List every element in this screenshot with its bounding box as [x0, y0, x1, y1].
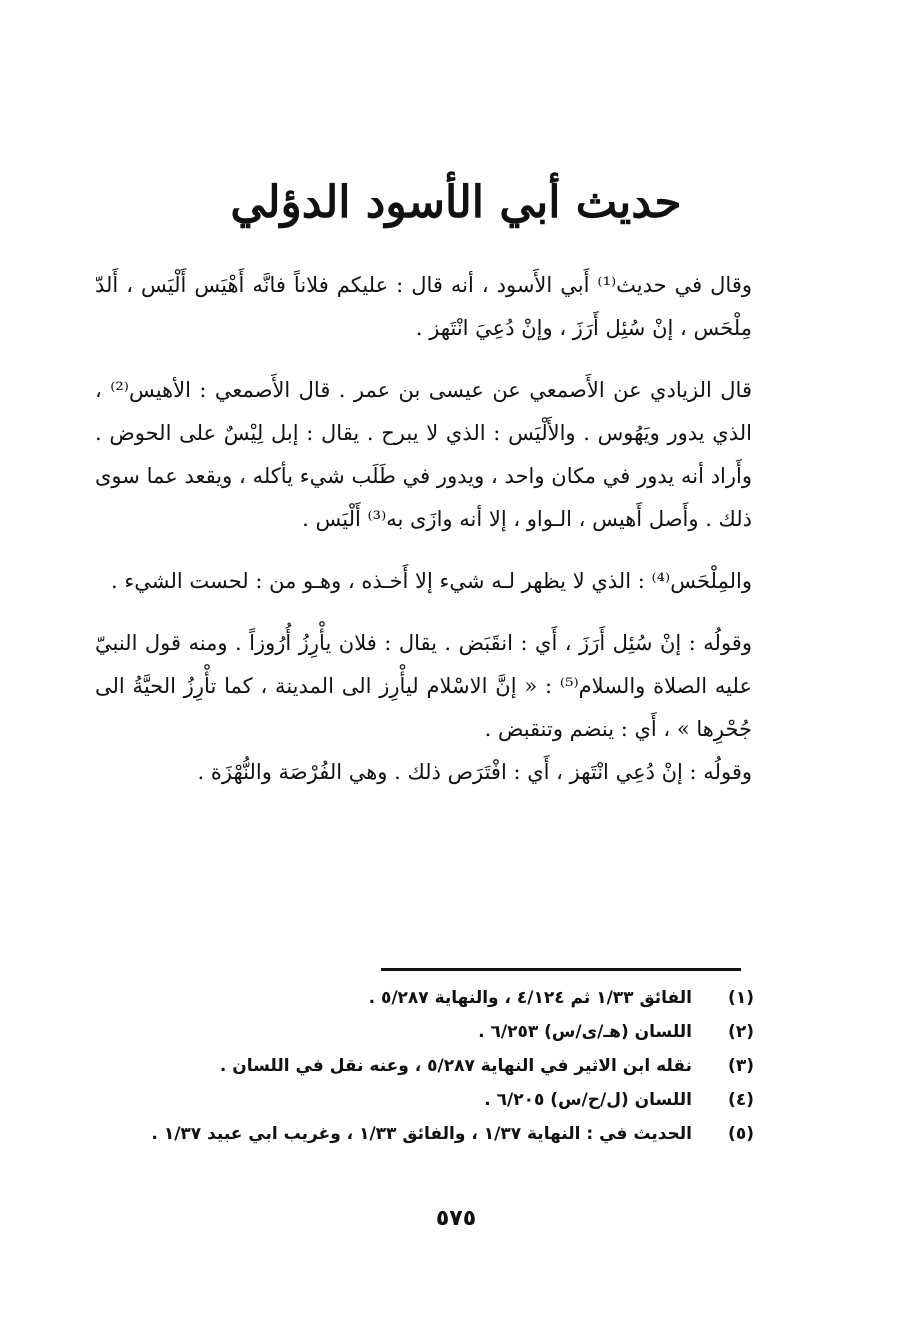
footnote-1 — [90, 984, 754, 1013]
footnote-text: الحديث في : النهاية ١/٣٧ ، والفائق ١/٣٣ ، وغريب ابي عبيد ١/٣٧ . — [151, 1124, 692, 1144]
footnotes — [90, 984, 754, 1154]
footnote-text: الفائق ١/٣٣ ثم ٤/١٢٤ ، والنهاية ٥/٢٨٧ . — [368, 988, 692, 1008]
footnote-text: اللسان (هـ/ى/س) ٦/٢٥٣ . — [478, 1022, 692, 1042]
footnote-number: (١) — [728, 988, 754, 1008]
page-number: ٥٧٥ — [435, 1206, 477, 1231]
chapter-title: حديث أبي الأسود الدؤلي — [230, 177, 682, 228]
footnote-text: نقله ابن الاثير في النهاية ٥/٢٨٧ ، وعنه نقل في اللسان . — [219, 1056, 692, 1076]
footnote-number: (٥) — [728, 1124, 754, 1144]
footnote-number: (٤) — [728, 1090, 754, 1110]
footnote-4 — [90, 1086, 754, 1115]
footnote-divider — [381, 968, 741, 971]
main-text — [95, 264, 752, 794]
paragraph-4: وقولُه : إنْ سُئِل أَرَزَ ، أَي : انقَبَض . يقال : فلان يأْرِزُ أُرُوزاً . ومنه قول النبيّ عليه الصلاة والسلام⁽⁵⁾ : « إنَّ الاسْلام ليأْرِز الى المدينة ، كما تأْرِزُ الحيَّةُ الى جُحْرِها » ، أَي : ينضم وتنقبض . — [95, 631, 752, 741]
footnote-3 — [90, 1052, 754, 1081]
footnote-2 — [90, 1018, 754, 1047]
paragraph-3: والمِلْحَس⁽⁴⁾ : الذي لا يظهر لـه شيء إلا أَخـذه ، وهـو من : لحست الشيء . — [111, 569, 752, 593]
paragraph-1: وقال في حديث⁽¹⁾ أَبي الأَسود ، أنه قال : عليكم فلاناً فانَّه أَهْيَس أَلْيَس ، أَلدّ مِلْحَس ، إنْ سُئِل أَرَزَ ، وإنْ دُعِيَ انْتَهز . — [95, 273, 753, 340]
footnote-number: (٣) — [728, 1056, 754, 1076]
footnote-5 — [90, 1120, 754, 1149]
footnote-text: اللسان (ل/ح/س) ٦/٢٠٥ . — [484, 1090, 692, 1110]
footnote-number: (٢) — [728, 1022, 754, 1042]
paragraph-5: وقولُه : إنْ دُعِي انْتَهز ، أَي : افْتَرَص ذلك . وهي الفُرْصَة والنُّهْزَة . — [197, 760, 752, 784]
paragraph-2: قال الزيادي عن الأَصمعي عن عيسى بن عمر . قال الأَصمعي : الأهيس⁽²⁾ ، الذي يدور ويَهُوس . والأَلْيَس : الذي لا يبرح . يقال : إبل لِيْسٌ على الحوض . وأَراد أنه يدور في مكان واحد ، ويدور في طَلَب شيء يأكله ، ويقعد عما سوى ذلك . وأَصل أَهيس ، الـواو ، إلا أنه وازَى به⁽³⁾ أَلْيَس . — [95, 378, 752, 531]
